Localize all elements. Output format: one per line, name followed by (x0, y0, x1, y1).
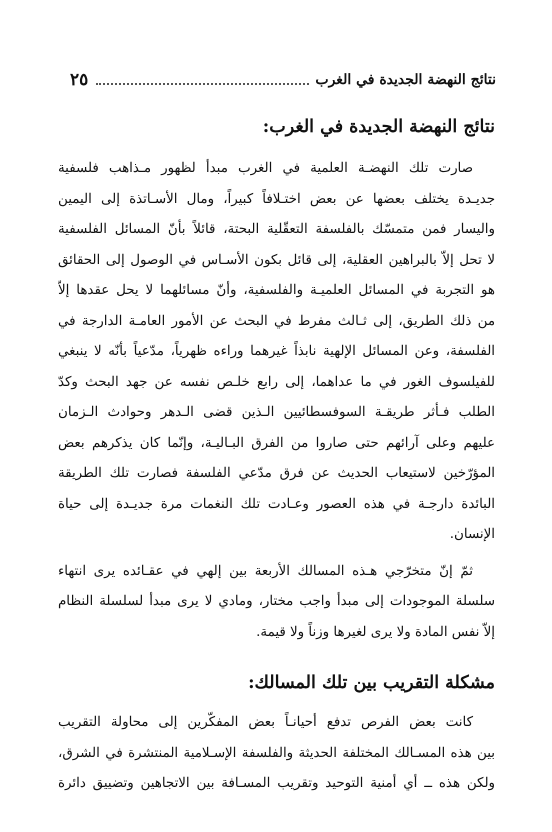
text-line: الفلسفة، وعن المسائل الإلهية نابذاً غيرهما وراءه ظهرياً، مدّعياً بأنّه لا ينبغي (58, 344, 495, 359)
text-line: لا تحل إلاّ بالبراهين العقلية، إلى قائل بكون الأسـاس في الوصول إلى الحقائق (58, 252, 495, 268)
text-line: كانت بعض الفرص تدفع أحيانـاً بعض المفكّرين إلى محاولة التقريب (58, 715, 473, 730)
text-line: عليهم وعلى آرائهم حتى صاروا من الفرق البـاليـة، وإنّما كان يذكرهم بعض (58, 435, 495, 451)
text-line: سلسلة الموجودات إلى مبدأ واجب مختار، ومادي لا يرى مبدأ لسلسلة النظام (58, 594, 495, 609)
page-content (58, 112, 495, 800)
page-number: ٢٥ (70, 70, 89, 90)
section-heading: نتائج النهضة الجديدة في الغرب: (262, 117, 495, 137)
section-heading: مشكلة التقريب بين تلك المسالك: (248, 673, 495, 693)
text-line: واليسار فمن متمسّك بالفلسفة التعقّلية البحتة، قائلاً بأنّ المسائل الفلسفية (58, 222, 495, 237)
header-dot-leader (96, 83, 309, 85)
text-line: من ذلك الطريق، إلى ثـالث مفرط في البحث عن الأمور العامـة الدارجة في (58, 313, 495, 329)
text-line: ولكن هذه ــ أي أمنية التوحيد وتقريب المسـافة بين الاتجاهين وتضييق دائرة (58, 776, 495, 791)
text-line: للفيلسوف الغور في ما عداهما، إلى رابع خلـص نفسه عن جهد البحث وكدّ (58, 374, 495, 390)
text-line: البائدة دارجـة في هذه العصور وعـادت تلك النغمات مرة جديـدة إلى حياة (58, 496, 495, 512)
text-line: الإنسان. (449, 527, 495, 542)
running-header (70, 68, 496, 92)
paragraph (58, 708, 495, 800)
text-line: صارت تلك النهضـة العلمية في الغرب مبدأ لظهور مـذاهب فلسفية (58, 161, 473, 176)
running-title: نتائج النهضة الجديدة في الغرب (315, 72, 496, 88)
paragraph (58, 154, 495, 551)
text-line: جديـدة يختلف بعضها عن بعض اختـلافاً كبيراً، ومال الأسـاتذة إلى اليمين (58, 191, 495, 207)
text-line: هو التجربة في المسائل العلميـة والفلسفية، وأنّ مسائلهما لا يحل عقدها إلاّ (58, 283, 495, 298)
paragraph (58, 557, 495, 649)
text-line: الطلب فـأثر طريقـة السوفسطائيين الـذين قضى الـدهر وحوادث الـزمان (58, 405, 495, 420)
text-line: بين هذه المسـالك المختلفة الحديثة والفلسفة الإسـلامية المنتشرة في الشرق، (58, 745, 495, 761)
text-line: ثمّ إنّ متخرّجي هـذه المسالك الأربعة بين إلهي في عقـائده يرى انتهاء (58, 563, 473, 579)
text-line: المؤرّخين لاستيعاب الحديث عن فرق مدّعي الفلسفة فصارت تلك الطريقة (58, 466, 495, 481)
text-line: إلاّ نفس المادة ولا يرى لغيرها وزناً ولا قيمة. (256, 624, 495, 640)
